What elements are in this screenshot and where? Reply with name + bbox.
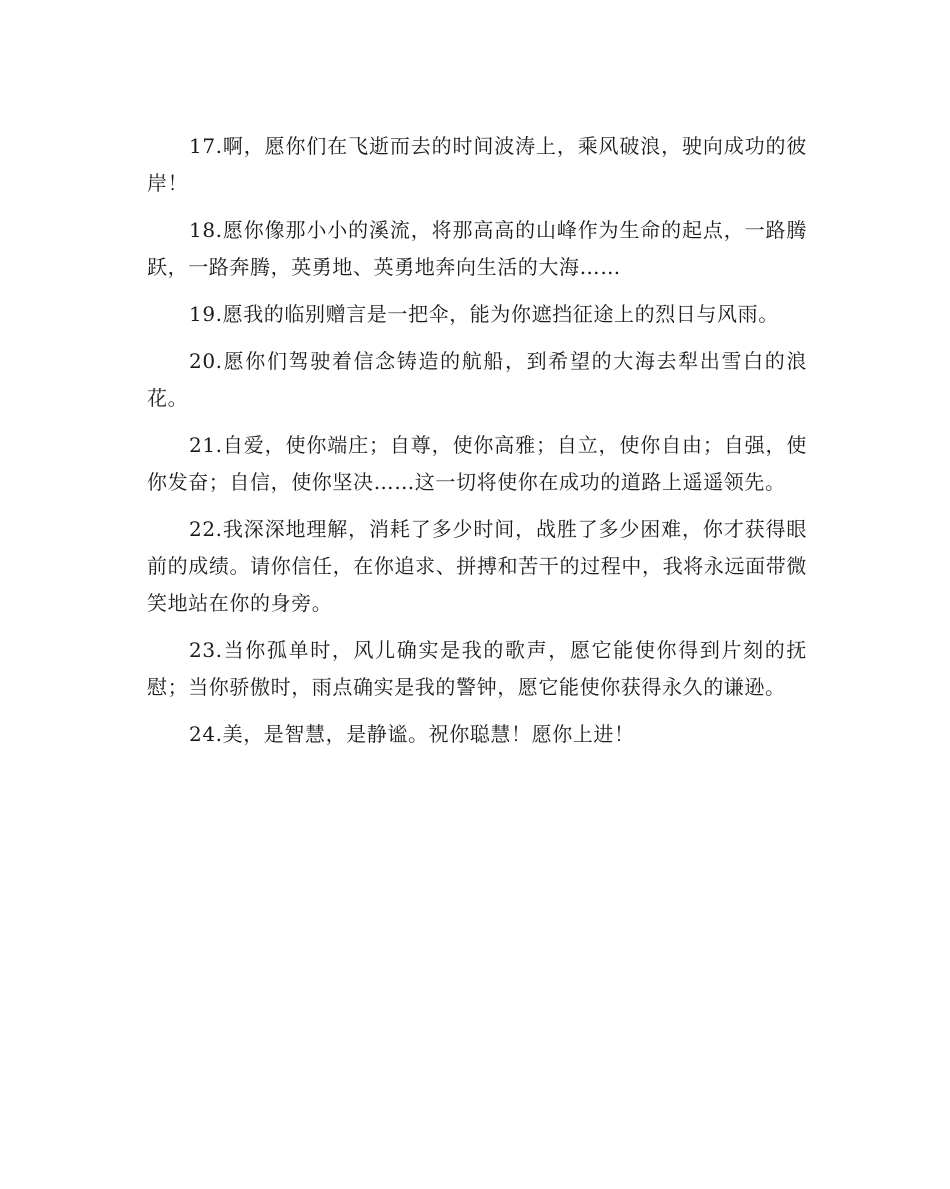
document-body [147, 128, 807, 763]
paragraph-22: 22.我深深地理解，消耗了多少时间，战胜了多少困难，你才获得眼前的成绩。请你信任，在你追求、拼搏和苦干的过程中，我将永远面带微笑地站在你的身旁。 [147, 517, 807, 615]
paragraph-21: 21.自爱，使你端庄；自尊，使你高雅；自立，使你自由；自强，使你发奋；自信，使你坚决……这一切将使你在成功的道路上遥遥领先。 [147, 433, 807, 494]
paragraph-17: 17.啊，愿你们在飞逝而去的时间波涛上，乘风破浪，驶向成功的彼岸！ [147, 134, 807, 195]
paragraph-20: 20.愿你们驾驶着信念铸造的航船，到希望的大海去犁出雪白的浪花。 [147, 349, 807, 410]
paragraph-19: 19.愿我的临别赠言是一把伞，能为你遮挡征途上的烈日与风雨。 [189, 302, 779, 326]
paragraph-23: 23.当你孤单时，风儿确实是我的歌声，愿它能使你得到片刻的抚慰；当你骄傲时，雨点确实是我的警钟，愿它能使你获得永久的谦逊。 [147, 638, 807, 699]
paragraph-24: 24.美，是智慧，是静谧。祝你聪慧！愿你上进！ [189, 722, 635, 746]
paragraph-18: 18.愿你像那小小的溪流，将那高高的山峰作为生命的起点，一路腾跃，一路奔腾，英勇地、英勇地奔向生活的大海…… [147, 218, 807, 279]
